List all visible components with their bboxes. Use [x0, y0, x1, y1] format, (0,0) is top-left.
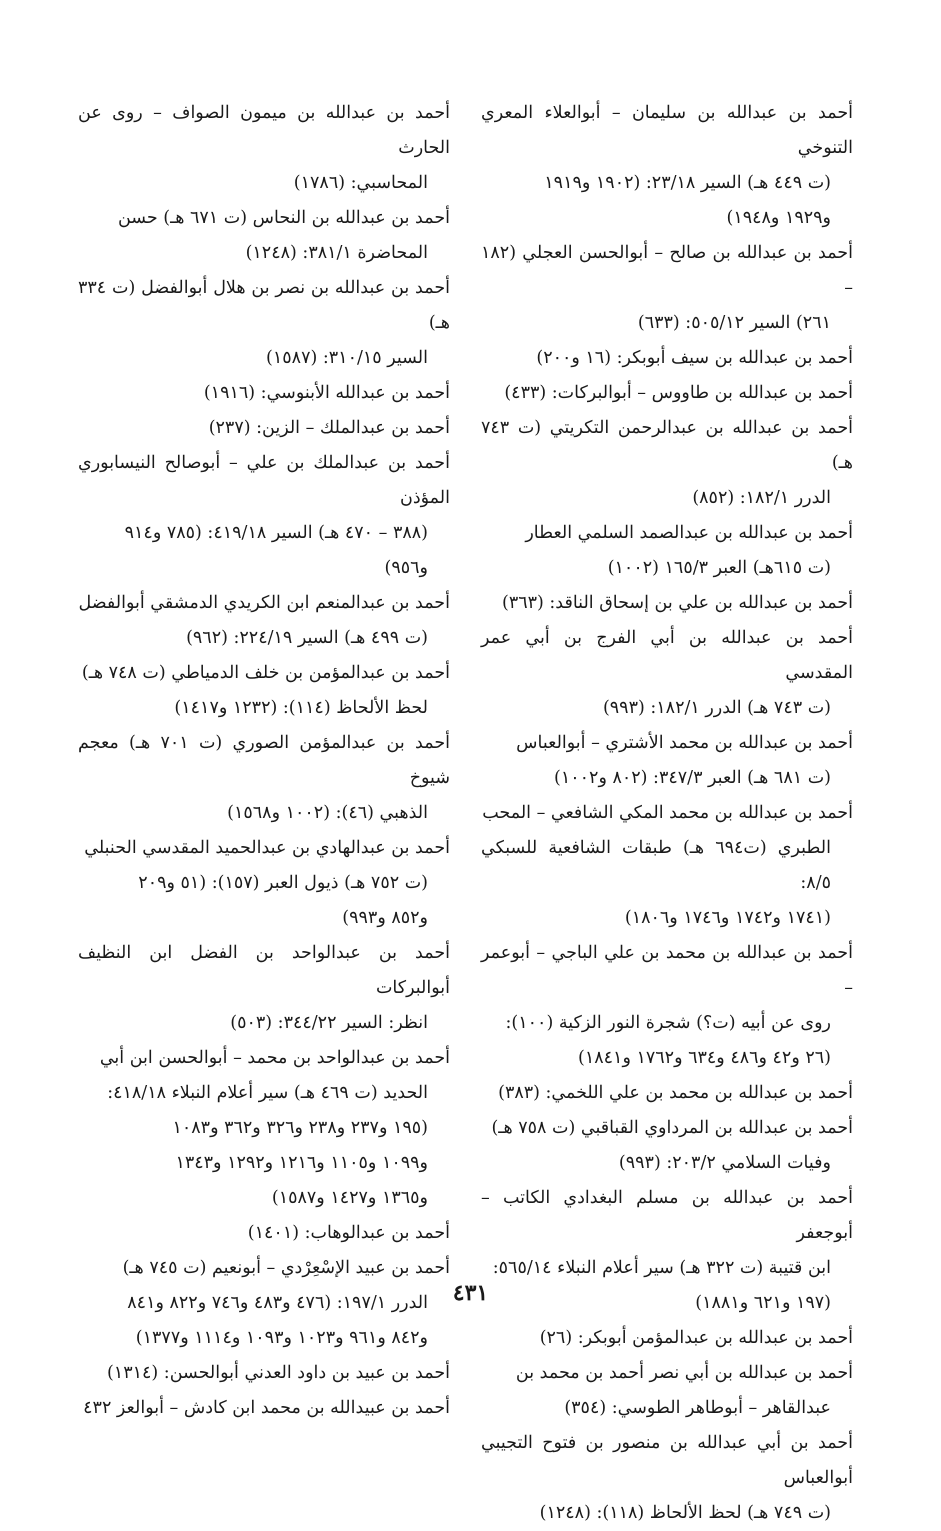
entry-heading-line: أحمد بن عبدالله بن سيف أبوبكر: (١٦ و٢٠٠) — [536, 348, 853, 368]
entry-heading-line: أحمد بن عبدالله بن المرداوي القباقبي (ت ٧٥٨ هـ) — [491, 1118, 853, 1138]
index-entry — [481, 236, 853, 341]
entry-continuation-line: و١٣٦٥ و١٤٢٧ و١٥٨٧) — [271, 1188, 428, 1208]
entry-heading-line: أحمد بن عبدالمنعم ابن الكريدي الدمشقي أبوالفضل — [78, 593, 450, 613]
entry-continuation-line: روى عن أبيه (ت؟) شجرة النور الزكية (١٠٠): — [505, 1013, 831, 1033]
entry-continuation-line: الطبري (ت٦٩٤ هـ) طبقات الشافعية للسبكي ٨/٥: — [481, 838, 831, 893]
entry-heading-line: أحمد بن عبدالله بن أبي الفرج بن أبي عمر المقدسي — [481, 628, 853, 683]
entry-heading-line: أحمد بن عبيدالله بن محمد ابن كادش – أبوالعز ٤٣٢ — [83, 1398, 450, 1418]
left-column — [78, 96, 450, 1418]
entry-heading-line: أحمد بن عبدالله بن عبدالرحمن التكريتي (ت ٧٤٣ هـ) — [481, 418, 853, 473]
entry-continuation-line: (ت ٧٥٢ هـ) ذيول العبر (١٥٧): (٥١ و٢٠٩ — [138, 873, 428, 893]
entry-heading-line: أحمد بن عبدالله بن محمد بن علي الباجي – أبوعمر – — [481, 943, 853, 998]
index-entry — [481, 376, 853, 411]
entry-continuation-line: الدرر ١٨٢/١: (٨٥٢) — [692, 488, 831, 508]
entry-continuation-line: ابن قتيبة (ت ٣٢٢ هـ) سير أعلام النبلاء ٥٦٥/١٤: — [492, 1258, 831, 1278]
index-entry — [78, 1216, 450, 1251]
entry-continuation-line: (ت ٤٤٩ هـ) السير ٢٣/١٨: (١٩٠٢ و١٩١٩ — [544, 173, 831, 193]
entry-continuation-line: الحديد (ت ٤٦٩ هـ) سير أعلام النبلاء ٤١٨/١٨: — [107, 1083, 428, 1103]
index-entry — [78, 726, 450, 831]
entry-continuation-line: (١٩٥ و٢٣٧ و٢٣٨ و٣٢٦ و٣٦٢ و١٠٨٣ — [172, 1118, 428, 1138]
index-entry — [481, 936, 853, 1076]
page-number: ٤٣١ — [452, 1280, 489, 1306]
entry-continuation-line: (٢٦ و٤٢ و٤٨٦ و٦٣٤ و١٧٦٢ و١٨٤١) — [578, 1048, 831, 1068]
entry-continuation-line: لحظ الألحاظ (١١٤): (١٢٣٢ و١٤١٧) — [174, 698, 428, 718]
entry-continuation-line: و١٠٩٩ و١١٠٥ و١٢١٦ و١٢٩٢ و١٣٤٣ — [175, 1153, 428, 1173]
entry-heading-line: أحمد بن عبدالله بن أبي نصر أحمد بن محمد بن — [515, 1363, 853, 1383]
entry-continuation-line: السير ٣١٠/١٥: (١٥٨٧) — [266, 348, 428, 368]
index-entry — [481, 796, 853, 936]
index-entry — [78, 96, 450, 201]
entry-continuation-line: (ت ٤٩٩ هـ) السير ٢٢٤/١٩: (٩٦٢) — [186, 628, 428, 648]
entry-heading-line: أحمد بن عبدالهادي بن عبدالحميد المقدسي الحنبلي — [84, 838, 450, 858]
index-entry — [481, 726, 853, 796]
entry-continuation-line: (٣٨٨ – ٤٧٠ هـ) السير ٤١٩/١٨: (٧٨٥ و٩١٤ — [124, 523, 428, 543]
entry-continuation-line: ٢٦١) السير ٥٠٥/١٢: (٦٣٣) — [637, 313, 831, 333]
index-entry — [78, 936, 450, 1041]
entry-continuation-line: وفيات السلامي ٢٠٣/٢: (٩٩٣) — [618, 1153, 831, 1173]
entry-heading-line: أحمد بن عبدالله بن سليمان – أبوالعلاء المعري التنوخي — [481, 103, 853, 158]
entry-continuation-line: (١٧٤١ و١٧٤٢ و١٧٤٦ و١٨٠٦) — [624, 908, 831, 928]
entry-continuation-line: و٩٥٦) — [384, 558, 428, 578]
index-entry — [481, 1426, 853, 1531]
index-entry — [78, 656, 450, 726]
entry-continuation-line: الذهبي (٤٦): (١٠٠٢ و١٥٦٨) — [227, 803, 428, 823]
entry-continuation-line: انظر: السير ٣٤٤/٢٢: (٥٠٣) — [230, 1013, 428, 1033]
index-entry — [78, 831, 450, 936]
entry-heading-line: أحمد بن عبدالله بن عبدالصمد السلمي العطار — [525, 523, 853, 543]
entry-heading-line: أحمد بن عبدالمؤمن الصوري (ت ٧٠١ هـ) معجم شيوخ — [78, 733, 450, 788]
entry-continuation-line: و٨٥٢ و٩٩٣) — [342, 908, 428, 928]
entry-heading-line: أحمد بن عبدالله بن النحاس (ت ٦٧١ هـ) حسن — [117, 208, 450, 228]
entry-heading-line: أحمد بن عبدالله بن نصر بن هلال أبوالفضل (ت ٣٣٤ هـ) — [78, 278, 450, 333]
index-entry — [78, 1041, 450, 1216]
index-entry — [78, 271, 450, 376]
index-entry — [481, 621, 853, 726]
entry-continuation-line: الدرر ١٩٧/١: (٤٧٦ و٤٨٣ و٧٤٦ و٨٢٢ و٨٤١ — [127, 1293, 428, 1313]
entry-continuation-line: و١٩٢٩ و١٩٤٨) — [726, 208, 831, 228]
entry-continuation-line: المحاضرة ٣٨١/١: (١٢٤٨) — [245, 243, 428, 263]
right-column — [481, 96, 853, 1523]
entry-heading-line: أحمد بن عبدالواحد بن محمد – أبوالحسن ابن أبي — [99, 1048, 450, 1068]
entry-heading-line: أحمد بن عبدالله بن مسلم البغدادي الكاتب – أبوجعفر — [481, 1188, 853, 1243]
index-entry — [481, 1111, 853, 1181]
entry-heading-line: أحمد بن عبدالله بن محمد الأشتري – أبوالعباس — [516, 733, 853, 753]
index-entry — [481, 96, 853, 236]
entry-heading-line: أحمد بن عبيد بن داود العدني أبوالحسن: (١٣١٤) — [106, 1363, 450, 1383]
entry-heading-line: أحمد بن عبدالله بن طاووس – أبوالبركات: (٤٣٣) — [504, 383, 853, 403]
index-entry — [78, 1391, 450, 1426]
entry-heading-line: أحمد بن عبدالواحد بن الفضل ابن النظيف أبوالبركات — [78, 943, 450, 998]
entry-continuation-line: (ت ٧٤٣ هـ) الدرر ١٨٢/١: (٩٩٣) — [602, 698, 831, 718]
entry-heading-line: أحمد بن عبدالمؤمن بن خلف الدمياطي (ت ٧٤٨ هـ) — [81, 663, 450, 683]
index-entry — [78, 586, 450, 656]
index-entry — [78, 201, 450, 271]
index-entry — [481, 411, 853, 516]
index-entry — [78, 411, 450, 446]
entry-heading-line: أحمد بن عبدالملك بن علي – أبوصالح النيسابوري المؤذن — [78, 453, 450, 508]
entry-heading-line: أحمد بن أبي عبدالله بن منصور بن فتوح التجيبي أبوالعباس — [481, 1433, 853, 1488]
index-entry — [481, 1321, 853, 1356]
index-entry — [481, 516, 853, 586]
index-entry — [78, 1356, 450, 1391]
entry-heading-line: أحمد بن عبدالملك – الزين: (٢٣٧) — [208, 418, 450, 438]
entry-heading-line: أحمد بن عبدالله بن علي بن إسحاق الناقد: (٣٦٣) — [501, 593, 853, 613]
entry-continuation-line: (ت ٦٨١ هـ) العبر ٣٤٧/٣: (٨٠٢ و١٠٠٢) — [554, 768, 831, 788]
entry-continuation-line: و٨٤٢ و٩٦١ و١٠٢٣ و١٠٩٣ و١١١٤ و١٣٧٧) — [135, 1328, 428, 1348]
entry-heading-line: أحمد بن عبدالوهاب: (١٤٠١) — [247, 1223, 450, 1243]
entry-heading-line: أحمد بن عبدالله بن محمد المكي الشافعي – المحب — [482, 803, 853, 823]
index-entry — [78, 446, 450, 586]
entry-continuation-line: المحاسبي: (١٧٨٦) — [293, 173, 428, 193]
entry-continuation-line: عبدالقاهر – أبوطاهر الطوسي: (٣٥٤) — [564, 1398, 831, 1418]
entry-continuation-line: (١٩٧ و٦٢١ و١٨٨١) — [695, 1293, 831, 1313]
index-entry — [481, 341, 853, 376]
index-entry — [481, 586, 853, 621]
index-entry — [78, 376, 450, 411]
entry-heading-line: أحمد بن عبدالله بن محمد بن علي اللخمي: (٣٨٣) — [498, 1083, 853, 1103]
entry-heading-line: أحمد بن عبيد الإسْعِرْدي – أبونعيم (ت ٧٤٥ هـ) — [122, 1258, 450, 1278]
entry-continuation-line: (ت ٦١٥هـ) العبر ١٦٥/٣ (١٠٠٢) — [607, 558, 831, 578]
entry-heading-line: أحمد بن عبدالله بن ميمون الصواف – روى عن الحارث — [78, 103, 450, 158]
index-entry — [481, 1076, 853, 1111]
entry-heading-line: أحمد بن عبدالله بن عبدالمؤمن أبوبكر: (٢٦) — [539, 1328, 853, 1348]
index-entry — [481, 1356, 853, 1426]
entry-heading-line: أحمد بن عبدالله الأبنوسي: (١٩١٦) — [203, 383, 450, 403]
entry-heading-line: أحمد بن عبدالله بن صالح – أبوالحسن العجلي (١٨٢ – — [481, 243, 853, 298]
entry-continuation-line: (ت ٧٤٩ هـ) لحظ الألحاظ (١١٨): (١٢٤٨) — [539, 1503, 831, 1523]
